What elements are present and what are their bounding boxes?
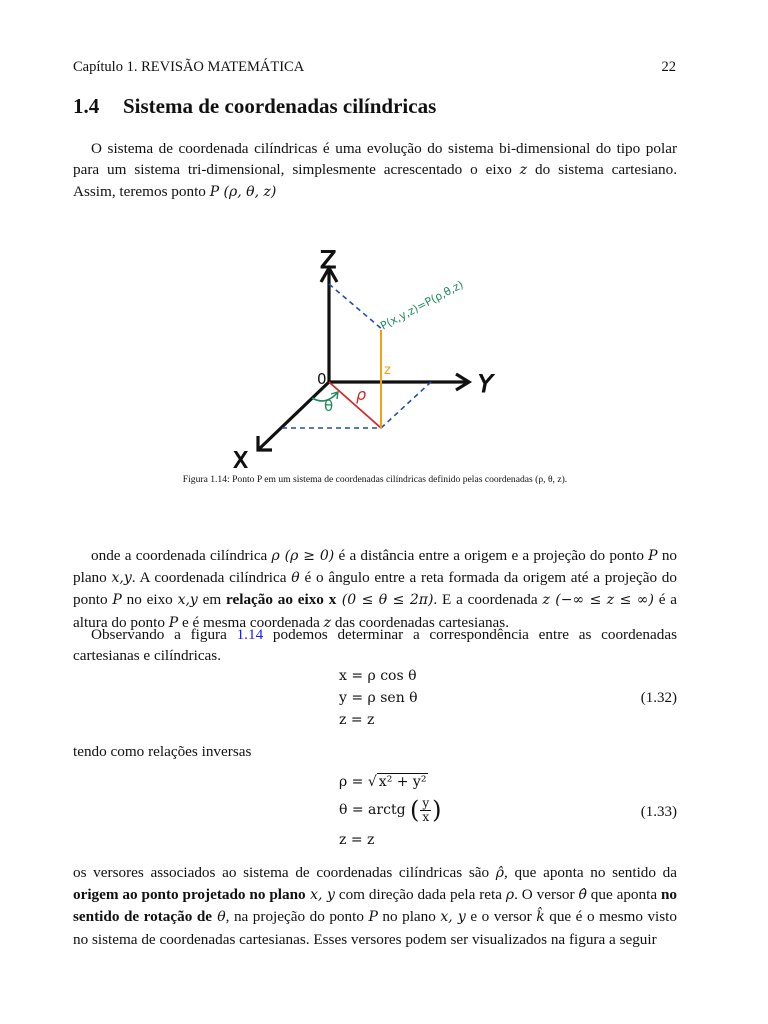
intro-text-1: O sistema de coordenada cilíndricas é uma evolução do sistema bi-dimensional do tipo polar para um sistema tri-dimensional, simplesmente acrescentado o eixo	[73, 140, 677, 179]
section-heading	[73, 94, 436, 119]
p2-text: no plano	[73, 547, 678, 587]
sqrt-symbol: √ x² + y²	[367, 774, 427, 790]
coordinates-paragraph	[73, 545, 677, 634]
p2-text: é o ângulo entre a reta formada da origem até a projeção do ponto	[73, 569, 677, 609]
eq-133-rho	[339, 774, 428, 790]
origin-label: 0	[317, 370, 327, 388]
p2-text: e é mesma coordenada	[178, 613, 324, 631]
section-title-text: Sistema de coordenadas cilíndricas	[123, 94, 437, 118]
p4-text: que é o mesmo visto no sistema de coordenadas cartesianas. Esses versores podem ser visualizados na figura a seguir	[73, 908, 677, 948]
section-number: 1.4	[73, 94, 100, 118]
p4-text: e o versor	[465, 908, 537, 926]
p2-text: no eixo	[121, 591, 178, 609]
p2-var-p: P	[648, 548, 658, 564]
rho-segment	[329, 382, 381, 428]
equation-1-33	[73, 774, 677, 854]
observation-paragraph	[73, 624, 677, 666]
x-axis-label: X	[233, 449, 249, 468]
eq-133-radicand: x² + y²	[378, 774, 427, 790]
p2-var-z: z	[323, 614, 332, 631]
p2-bold-axis: relação ao eixo x	[226, 591, 337, 609]
dashed-projection-to-y	[381, 382, 431, 428]
p4-var-xy: x, y	[440, 909, 466, 926]
p2-var-xy: x,y	[177, 592, 198, 609]
p2-text: em	[197, 591, 227, 609]
p3-text: Observando a figura	[91, 626, 237, 643]
theta-label: θ	[324, 397, 334, 415]
intro-point: P (ρ, θ, z)	[209, 184, 277, 201]
p2-z-condition: z (−∞ ≤ z ≤ ∞)	[542, 592, 654, 609]
eq-133-theta-lhs: θ = arctg	[339, 802, 406, 818]
p4-text: os versores associados ao sistema de coordenadas cilíndricas são	[73, 864, 496, 881]
p4-text: com direção dada pela reta	[334, 886, 506, 904]
p4-var-rho: ρ	[505, 887, 515, 904]
p2-text: onde a coordenada cilíndrica	[91, 547, 272, 564]
p4-bold-rotation: no sentido de rotação de	[73, 886, 678, 926]
fraction-numerator: y	[422, 795, 430, 810]
running-header	[73, 59, 676, 76]
rho-label: ρ	[356, 385, 367, 404]
eq-133-z: z = z	[339, 832, 375, 848]
page-number: 22	[661, 59, 676, 75]
eq-133-number: (1.33)	[640, 804, 677, 820]
p2-text: é a altura do ponto	[73, 591, 677, 631]
right-paren: )	[432, 796, 442, 824]
eq-133-theta	[339, 796, 442, 824]
p2-var-theta: θ	[291, 570, 300, 587]
p2-theta-range: (0 ≤ θ ≤ 2π)	[336, 592, 434, 609]
p2-text: das coordenadas cartesianas.	[331, 613, 509, 631]
eq-132-line-2: y = ρ sen θ	[339, 690, 418, 706]
p4-text: no plano	[377, 908, 441, 926]
p4-var-p: P	[368, 909, 378, 926]
p3-text: podemos determinar a correspondência entre as coordenadas cartesianas e cilíndricas.	[73, 626, 678, 665]
p2-rho-condition: ρ (ρ ≥ 0)	[271, 548, 335, 564]
unit-vectors-paragraph	[73, 862, 677, 950]
p4-text: , na projeção do ponto	[225, 908, 369, 926]
cylindrical-coordinates-figure	[226, 246, 531, 468]
p4-k-hat: k̂	[536, 909, 545, 926]
height-z-label: z	[384, 363, 391, 378]
eq-132-line-3: z = z	[339, 712, 375, 728]
p4-bold-origin: origem ao ponto projetado no plano	[73, 886, 306, 904]
inverse-relations-text: tendo como relações inversas	[73, 743, 252, 760]
p2-text: é a distância entre a origem e a projeção do ponto	[334, 547, 649, 564]
fraction-denominator: x	[422, 809, 430, 824]
p4-theta-hat: θ̂	[578, 887, 587, 904]
equation-1-32	[73, 668, 677, 732]
intro-var-z: z	[519, 162, 528, 179]
p2-var-xy: x,y	[111, 570, 132, 587]
eq-133-rho-lhs: ρ =	[339, 774, 368, 790]
eq-132-number: (1.32)	[640, 690, 677, 706]
p2-text: . E a coordenada	[433, 591, 543, 609]
p2-var-p: P	[112, 592, 122, 609]
p4-var-xy: x, y	[305, 887, 335, 904]
p2-text: . A coordenada cilíndrica	[131, 569, 292, 587]
y-axis-label: Y	[478, 370, 493, 398]
p4-text: , que aponta no sentido da	[504, 864, 677, 881]
eq-133-fraction	[420, 797, 431, 824]
chapter-title: Capítulo 1. REVISÃO MATEMÁTICA	[73, 59, 305, 75]
figure-caption: Figura 1.14: Ponto P em um sistema de coordenadas cilíndricas definido pelas coordenadas (ρ, θ, z).	[182, 474, 568, 485]
p4-text: . O versor	[514, 886, 579, 904]
point-label: P(x,y,z)=P(ρ,θ,z)	[378, 278, 466, 333]
x-axis	[258, 382, 329, 450]
figure-reference-link[interactable]: 1.14	[236, 626, 264, 643]
intro-paragraph	[73, 138, 677, 204]
z-axis-label: Z	[320, 246, 337, 274]
intro-text-2: do sistema cartesiano. Assim, teremos ponto	[73, 161, 677, 201]
p4-text: que aponta	[586, 886, 661, 904]
p2-var-p: P	[168, 614, 179, 631]
left-paren: (	[409, 796, 420, 824]
eq-132-line-1: x = ρ cos θ	[339, 668, 417, 684]
p4-var-theta: θ	[212, 909, 226, 926]
p4-rho-hat: ρ̂	[495, 865, 505, 881]
dashed-z-to-point	[329, 284, 383, 330]
